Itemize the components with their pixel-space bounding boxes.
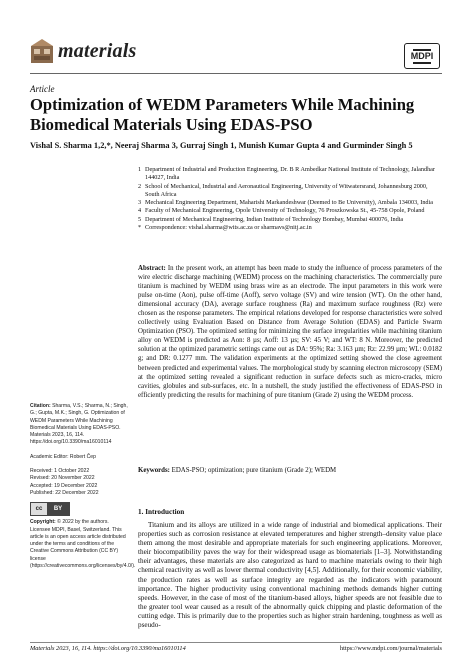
- published-date: Published: 22 December 2022: [30, 489, 99, 496]
- accepted-date: Accepted: 19 December 2022: [30, 482, 98, 489]
- received-date: Received: 1 October 2022: [30, 468, 90, 475]
- article-title: Optimization of WEDM Parameters While Machining Biomedical Materials Using EDAS-PSO: [30, 95, 415, 134]
- journal-name: materials: [58, 40, 137, 62]
- copyright-notice: Copyright: © 2022 by the authors. Licensee MDPI, Basel, Switzerland. This article is an open access article distributed under the terms and conditions of the Creative Commons Attribution (CC BY) license (https://creativecommons.org/licenses/by/4.0/).: [30, 519, 136, 570]
- keywords: [138, 466, 442, 475]
- section-heading: 1. Introduction: [138, 508, 185, 516]
- abstract: [138, 264, 442, 400]
- affiliation-item: 4 Faculty of Mechanical Engineering, Opole University of Technology, 76 Proszkowska St., 45-758 Opole, Poland: [138, 207, 425, 215]
- introduction-text: Titanium and its alloys are utilized in a wide range of industrial and biomedical applications. Their properties such as corrosion resistance at elevated temperatures and higher strength–density value place them among the most desirable and appropriate materials for such engineering applications. Moreover, their biocompatibility paves the way for their widespread usage as biomaterials [1–3]. Notwithstanding their advantages, these materials are also categorized as hard to machine materials owing to their high chemical reactivity as well as lower thermal conductivity [4,5]. Additionally, for their economic viability, the production rates as well as surface integrity are regarded as the indicators with paramount importance. The higher productivity using conventional machining methods demands higher cutting speeds. However, in the case of most of the titanium-based alloys, higher speeds are not feasible due to the greater tool wear caused as a result of the abnormally quick chipping and plastic deformation of the cutting edge. This is primarily due to the properties such as higher strain hardening, toughness as well as pseudo-: [138, 521, 442, 630]
- author-list: Vishal S. Sharma 1,2,*, Neeraj Sharma 3, Gurraj Singh 1, Munish Kumar Gupta 4 and Gurminder Singh 5: [30, 141, 413, 150]
- keywords-label: Keywords:: [138, 467, 170, 474]
- affiliations: [138, 166, 443, 232]
- academic-editor: Academic Editor: Robert Čep: [30, 453, 96, 460]
- publisher-logo-text: MDPI: [410, 50, 434, 61]
- article-metadata: [30, 403, 136, 570]
- journal-logo-icon: [30, 38, 54, 64]
- article-type: Article: [30, 84, 55, 94]
- mdpi-logo: [404, 43, 440, 69]
- citation[interactable]: Citation: Sharma, V.S.; Sharma, N.; Singh, G.; Gupta, M.K.; Singh, G. Optimization of WEDM Parameters While Machining Biomedical Materials Using EDAS-PSO. Materials 2023, 16, 114. https://doi.org/10.3390/ma16010114: [30, 403, 128, 446]
- abstract-text: In the present work, an attempt has been made to study the influence of process parameters of the wire electric discharge machining (WEDM) process on the machining characteristics. The commercially pure titanium is machined by WEDM using brass wire as an electrode. The input parameters in this work were pulse on-time (Aon), pulse off-time (Aoff), servo voltage (SV) and wire tension (WT). On the other hand, dimensional accuracy (DA), average surface roughness (Ra) and maximum surface roughness (Rz) were chosen as the response parameters. The empirical relations developed for response characteristics were solved collectively using Evaluation Based on Distance from Average Solution (EDAS) and Particle Swarm Optimization (PSO). The optimized setting for minimizing the surface irregularities while machining titanium alloy on WEDM is predicted as Aon: 8 µs; Aoff: 13 µs; SV: 45 V; and WT: 8 N. Moreover, the predicted solution at the optimized parametric settings came out as DA: 95%; Ra: 3.163 µm; Rz: 22.99 µm; WL: 0.0182 g; and DR: 0.1277 mm. The validation experiments at the optimized setting showed the close agreement between predicted and experimental values. The morphological study by scanning electron microscopy (SEM) at the optimized setting revealed a significant reduction in surface defects such as micro-cracks, micro cavities, globules and sub-surfaces, etc. In a nutshell, the study justified the effectiveness of EDAS-PSO in efficiently predicting the results for machining of pure titanium (Grade 2) using the WEDM process.: [138, 265, 442, 399]
- cc-by-license-badge[interactable]: cc BY: [30, 502, 70, 516]
- affiliation-item: 2 School of Mechanical, Industrial and Aeronautical Engineering, University of Witwatersrand, Johannesburg 2000, South Africa: [138, 182, 428, 198]
- affiliation-item: 1 Department of Industrial and Production Engineering, Dr. B R Ambedkar National Institute of Technology, Jalandhar 144027, India: [138, 166, 435, 182]
- footer-citation[interactable]: Materials 2023, 16, 114. https://doi.org/10.3390/ma16010114: [30, 645, 186, 652]
- keywords-text: EDAS-PSO; optimization; pure titanium (Grade 2); WEDM: [171, 467, 337, 474]
- correspondence[interactable]: * Correspondence: vishal.sharma@wits.ac.za or sharmavs@nitj.ac.in: [138, 224, 312, 232]
- footer-journal-link[interactable]: https://www.mdpi.com/journal/materials: [339, 645, 442, 652]
- affiliation-item: 3 Mechanical Engineering Department, Maharishi Markandeshwar (Deemed to Be University), Ambala 134003, India: [138, 199, 433, 207]
- revised-date: Revised: 20 November 2022: [30, 475, 95, 482]
- affiliation-item: 5 Department of Mechanical Engineering, Indian Institute of Technology Bombay, Mumbai 400076, India: [138, 215, 404, 223]
- abstract-label: Abstract:: [138, 265, 166, 272]
- header-divider: [30, 73, 442, 74]
- footer-divider: [30, 642, 442, 643]
